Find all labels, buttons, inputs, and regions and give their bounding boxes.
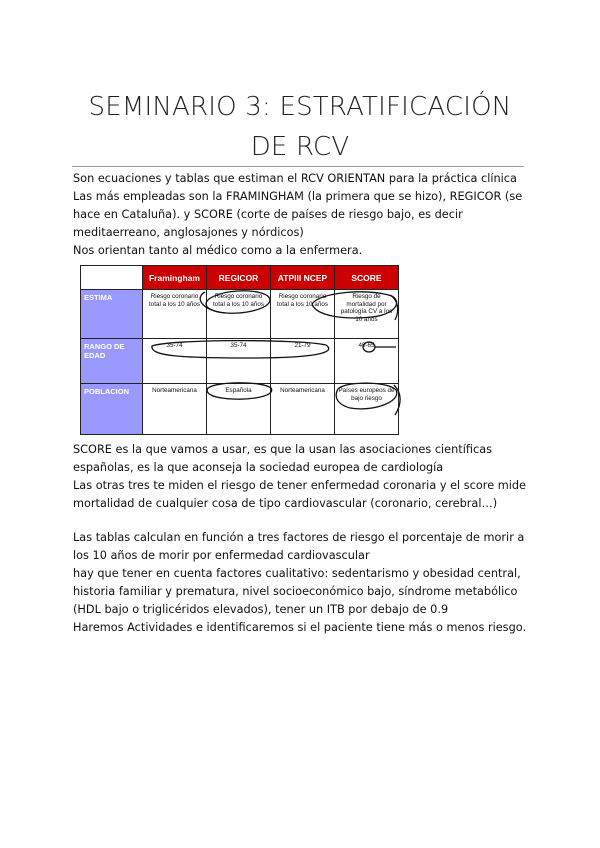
column-header: Framingham: [143, 266, 207, 290]
rcv-comparison-table: [80, 265, 399, 435]
table-cell: Norteamericana: [143, 384, 207, 435]
column-header: SCORE: [335, 266, 399, 290]
body-paragraph: hay que tener en cuenta factores cualitativo: sedentarismo y obesidad central, historia familiar y prematura, nivel socioeconómico bajo, síndrome metabólico (HDL bajo o triglicéridos elevados), tener un ITB por debajo de 0.9: [73, 567, 521, 616]
body-paragraph: Haremos Actividades e identificaremos si el paciente tiene más o menos riesgo.: [73, 621, 527, 634]
table-header-row: [81, 266, 399, 290]
column-header: ATPIII NCEP: [271, 266, 335, 290]
table-cell: Española: [207, 384, 271, 435]
intro-paragraph: Nos orientan tanto al médico como a la enfermera.: [73, 244, 363, 257]
body-paragraph: Las tablas calculan en función a tres factores de riesgo el porcentaje de morir a los 10 años de morir por enfermedad cardiovascular: [73, 531, 525, 562]
table-row: [81, 384, 399, 435]
table-cell: 35-74: [207, 339, 271, 384]
row-label: RANGO DE EDAD: [81, 339, 143, 384]
table-cell: 21-79: [271, 339, 335, 384]
intro-paragraph: Son ecuaciones y tablas que estiman el RCV ORIENTAN para la práctica clínica: [73, 172, 517, 185]
row-label: POBLACION: [81, 384, 143, 435]
closing-section: [73, 529, 533, 637]
table-cell: 40-65: [335, 339, 399, 384]
title-divider: [72, 166, 524, 167]
body-paragraph: SCORE es la que vamos a usar, es que la usan las asociaciones científicas españolas, es la que aconseja la sociedad europea de cardiología: [73, 443, 492, 474]
table-cell: Norteamericana: [271, 384, 335, 435]
table-cell: Riesgo coronario total a los 10 años: [207, 290, 271, 339]
body-paragraph: Las otras tres te miden el riesgo de tener enfermedad coronaria y el score mide mortalidad de cualquier cosa de tipo cardiovascular (coronario, cerebral…): [73, 479, 526, 510]
table-cell: Riesgo de mortalidad por patología CV a los 10 años: [335, 290, 399, 339]
row-label: ESTIMA: [81, 290, 143, 339]
table-row: [81, 290, 399, 339]
page-title: SEMINARIO 3: ESTRATIFICACIÓN DE RCV: [88, 92, 512, 163]
table-cell: Riesgo coronario total a los 10 años: [271, 290, 335, 339]
intro-paragraph: Las más empleadas son la FRAMINGHAM (la primera que se hizo), REGICOR (se hace en Cataluña). y SCORE (corte de países de riesgo bajo, es decir meditaerreano, anglosajones y nórdicos): [73, 190, 523, 239]
table-corner-cell: [81, 266, 143, 290]
after-table-section: [73, 441, 533, 513]
table-cell: Países europeos de bajo riesgo: [335, 384, 399, 435]
table-row: [81, 339, 399, 384]
table-cell: 35-74: [143, 339, 207, 384]
column-header: REGICOR: [207, 266, 271, 290]
table-cell: Riesgo coronario total a los 10 años: [143, 290, 207, 339]
intro-section: [73, 170, 533, 260]
